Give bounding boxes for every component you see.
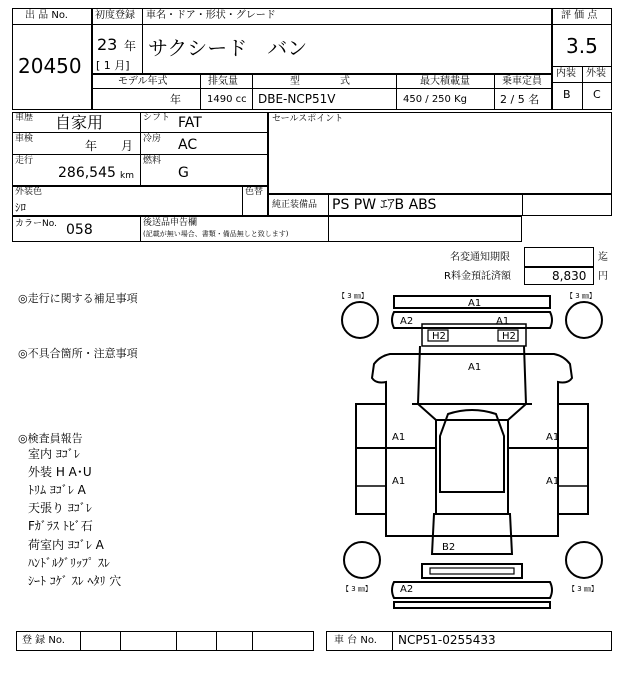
defects-label: ◎不具合箇所・注意事項 xyxy=(18,347,138,360)
shift-label: シフト xyxy=(143,113,171,123)
exterior-label: 外装 xyxy=(586,68,606,79)
inspection-label: 車検 xyxy=(15,134,34,144)
inspector-line: 外装 H A･U xyxy=(28,465,92,479)
equipment-box xyxy=(268,194,612,216)
inspector-line: 荷室内 ﾖｺﾞﾚ A xyxy=(28,538,104,552)
fuel-value: G xyxy=(178,165,189,181)
name-change-field xyxy=(524,247,594,267)
mileage-value: 286,545 xyxy=(58,165,116,181)
name-change-unit: 迄 xyxy=(598,252,608,263)
color-no-value: 058 xyxy=(66,222,93,238)
color-no-label: カラーNo. xyxy=(15,219,57,229)
equipment-value: PS PW ｴｱB ABS xyxy=(332,197,437,213)
inspector-label: ◎検査員報告 xyxy=(18,432,83,445)
mark-front-lower-right: A1 xyxy=(496,316,510,327)
sales-point-label: セールスポイント xyxy=(272,114,344,124)
name-change-label: 名変通知期限 xyxy=(450,252,510,263)
ac-value: AC xyxy=(178,137,198,153)
displacement-value: 1490 cc xyxy=(207,94,247,105)
history-label: 車歴 xyxy=(15,113,34,123)
mark-rear-bumper: A2 xyxy=(400,584,414,595)
windshield xyxy=(418,346,526,420)
inspector-line: 室内 ﾖｺﾞﾚ xyxy=(28,447,80,461)
inspector-line: ｼｰﾄ ｺｹﾞ ｽﾚ ﾍﾀﾘ 穴 xyxy=(28,574,122,588)
tire-front-right xyxy=(566,302,602,338)
driving-notes-label: ◎走行に関する補足事項 xyxy=(18,292,138,305)
recycle-label: R料金預託済額 xyxy=(444,271,511,282)
ac-label: 冷房 xyxy=(143,134,162,144)
equipment-label: 純正装備品 xyxy=(272,200,318,210)
model-year-value: 年 xyxy=(170,93,181,106)
mark-back-door: B2 xyxy=(442,542,456,553)
mark-front-bumper: A1 xyxy=(468,298,482,309)
lot-no-label: 出 品 No. xyxy=(25,10,68,21)
fuel-label: 燃料 xyxy=(143,156,162,166)
history-value: 自家用 xyxy=(55,113,104,132)
front-bumper xyxy=(392,312,552,328)
inspection-value: 年 月 xyxy=(85,139,134,153)
exterior-grade: C xyxy=(593,88,601,101)
tire-depth-rr: 【 3 ㎜】 xyxy=(568,585,598,593)
color-value: ｼﾛ xyxy=(15,201,26,214)
mark-hood: A1 xyxy=(468,362,482,373)
capacity-label: 乗車定員 xyxy=(502,76,542,87)
shift-value: FAT xyxy=(178,115,202,131)
mark-front-right-door: A1 xyxy=(546,432,560,443)
reg-no-label: 登 録 No. xyxy=(22,635,65,646)
body-outline xyxy=(356,354,588,536)
reg-year: 23 xyxy=(97,35,118,54)
tire-depth-fl: 【 3 ㎜】 xyxy=(338,292,368,300)
chassis-number: NCP51-0255433 xyxy=(398,633,496,647)
displacement-label: 排気量 xyxy=(208,76,238,87)
tire-depth-rl: 【 3 ㎜】 xyxy=(342,585,372,593)
mileage-unit: km xyxy=(120,171,134,181)
car-name-label: 車名・ドア・形状・グレード xyxy=(146,10,276,21)
inspector-line: Fｶﾞﾗｽ ﾄﾋﾞ石 xyxy=(28,519,93,533)
interior-label: 内装 xyxy=(556,68,576,79)
capacity-value: 2 / 5 名 xyxy=(500,93,540,106)
rear-window-left xyxy=(422,564,522,578)
lot-number: 20450 xyxy=(18,54,82,78)
reg-year-unit: 年 xyxy=(124,39,137,53)
mark-rear-right-door: A1 xyxy=(546,476,560,487)
recycle-value: 8,830 xyxy=(552,269,587,283)
mark-headlight-left: H2 xyxy=(432,331,446,342)
interior-grade: B xyxy=(563,88,571,101)
mark-front-lower-left: A2 xyxy=(400,316,414,327)
mark-front-left-door: A1 xyxy=(392,432,406,443)
tire-front-left xyxy=(342,302,378,338)
first-reg-label: 初度登録 xyxy=(95,10,135,21)
type-value: DBE-NCP51V xyxy=(258,92,336,106)
tire-depth-fr: 【 3 ㎜】 xyxy=(566,292,596,300)
recycle-unit: 円 xyxy=(598,271,608,282)
post-doc-note: (記載が無い場合、書類・備品無しと致します) xyxy=(143,230,289,238)
score-label: 評 価 点 xyxy=(561,10,598,21)
repaint-label: 色替 xyxy=(245,187,264,197)
post-doc-label: 後送品申告欄 xyxy=(143,218,198,228)
mileage-label: 走行 xyxy=(15,156,34,166)
inspector-line: ﾄﾘﾑ ﾖｺﾞﾚ A xyxy=(28,483,86,497)
rear-bumper xyxy=(392,582,552,598)
model-year-label: モデル年式 xyxy=(118,76,168,87)
inspector-line: 天張り ﾖｺﾞﾚ xyxy=(28,501,92,515)
type-label: 型 式 xyxy=(290,76,350,87)
tire-rear-left xyxy=(344,542,380,578)
max-load-value: 450 / 250 Kg xyxy=(403,94,467,105)
max-load-label: 最大積載量 xyxy=(420,76,470,87)
color-label: 外装色 xyxy=(15,187,43,197)
car-damage-diagram xyxy=(336,286,612,616)
color-box xyxy=(12,186,268,216)
roof xyxy=(440,410,504,492)
chassis-label: 車 台 No. xyxy=(334,635,377,646)
mark-headlight-right: H2 xyxy=(502,331,516,342)
car-name: サクシード バン xyxy=(148,36,308,60)
mark-rear-left-door: A1 xyxy=(392,476,406,487)
score-value: 3.5 xyxy=(566,34,598,58)
inspector-line: ﾊﾝﾄﾞﾙｸﾞﾘｯﾌﾟ ｽﾚ xyxy=(28,556,110,570)
sales-point-box xyxy=(268,112,612,194)
tire-rear-right xyxy=(566,542,602,578)
reg-month: [ 1 月] xyxy=(96,59,130,72)
